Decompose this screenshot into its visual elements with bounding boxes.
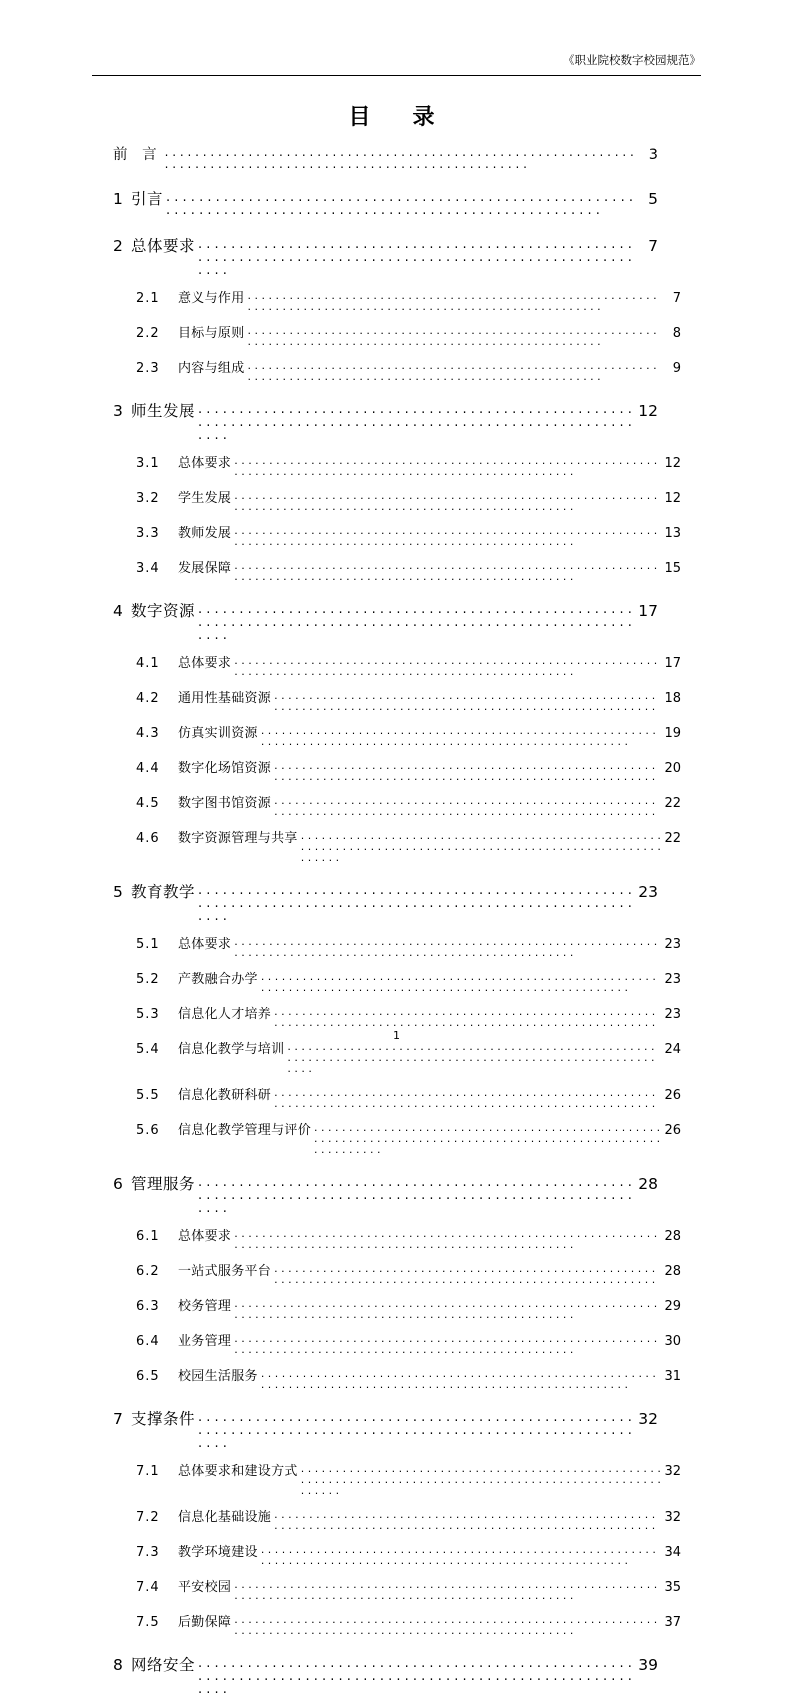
toc-entry-number: 5.6 — [136, 1123, 160, 1138]
toc-entry-number: 3.3 — [136, 526, 160, 541]
toc-entry-page: 32 — [664, 1464, 681, 1479]
toc-entry-page: 37 — [664, 1615, 681, 1630]
toc-leader-dots — [234, 1228, 661, 1250]
toc-entry-label: 总体要求 — [178, 456, 232, 471]
toc-entry-page: 23 — [664, 937, 681, 952]
toc-entry-page: 26 — [664, 1123, 681, 1138]
toc-leader-dots — [274, 1087, 661, 1109]
toc-leader-dots — [234, 936, 661, 958]
toc-entry-page: 23 — [664, 972, 681, 987]
toc-entry[interactable] — [113, 687, 681, 715]
toc-entry-label: 数字化场馆资源 — [178, 761, 272, 776]
toc-entry-label: 支撑条件 — [131, 1410, 196, 1428]
toc-entry-number: 5 — [113, 883, 123, 901]
toc-entry[interactable] — [113, 522, 681, 550]
toc-entry-page: 12 — [638, 402, 658, 420]
toc-entry-label: 教学环境建设 — [178, 1545, 258, 1560]
toc-entry-page: 28 — [664, 1229, 681, 1244]
toc-leader-dots — [274, 795, 661, 817]
toc-entry[interactable] — [113, 1611, 681, 1639]
toc-entry-number: 5.4 — [136, 1042, 160, 1057]
toc-entry-page: 5 — [648, 190, 658, 208]
toc-entry-label: 仿真实训资源 — [178, 726, 258, 741]
toc-entry-number: 5.5 — [136, 1088, 160, 1103]
toc-entry-label: 后勤保障 — [178, 1615, 232, 1630]
toc-entry-label: 数字图书馆资源 — [178, 796, 272, 811]
toc-entry[interactable] — [113, 357, 681, 385]
toc-entry-label: 信息化教研科研 — [178, 1088, 272, 1103]
toc-entry-label: 引言 — [131, 190, 164, 208]
toc-entry-page: 28 — [638, 1175, 658, 1193]
toc-entry-number: 4.1 — [136, 656, 160, 671]
toc-entry-number: 3.2 — [136, 491, 160, 506]
toc-entry-page: 22 — [664, 831, 681, 846]
toc-entry-page: 32 — [664, 1510, 681, 1525]
toc-entry[interactable] — [113, 880, 658, 926]
toc-entry-page: 17 — [638, 602, 658, 620]
toc-entry-number: 6.4 — [136, 1334, 160, 1349]
toc-entry-label: 校园生活服务 — [178, 1369, 258, 1384]
toc-entry-number: 6.1 — [136, 1229, 160, 1244]
toc-leader-dots — [261, 1544, 662, 1566]
toc-entry-page: 39 — [638, 1656, 658, 1674]
page-title: 目 录 — [348, 105, 445, 130]
toc-entry-number: 2 — [113, 237, 123, 255]
toc-entry[interactable] — [113, 399, 658, 445]
toc-entry-number: 6 — [113, 1175, 123, 1193]
toc-leader-dots — [234, 455, 661, 477]
toc-entry-number: 3.1 — [136, 456, 160, 471]
toc-leader-dots — [198, 884, 635, 923]
toc-entry-number: 7.1 — [136, 1464, 160, 1479]
toc-entry-label: 前 言 — [113, 147, 162, 163]
toc-entry[interactable] — [113, 1541, 681, 1569]
toc-leader-dots — [274, 690, 661, 712]
toc-entry-number: 2.1 — [136, 291, 160, 306]
toc-leader-dots — [198, 1176, 635, 1215]
toc-entry-page: 34 — [664, 1545, 681, 1560]
toc-entry-page: 8 — [672, 326, 681, 341]
toc-leader-dots — [234, 1333, 661, 1355]
toc-entry[interactable] — [113, 1172, 658, 1218]
toc-entry-label: 总体要求 — [131, 237, 196, 255]
toc-entry-label: 校务管理 — [178, 1299, 232, 1314]
toc-entry-label: 总体要求 — [178, 1229, 232, 1244]
toc-entry-number: 4.5 — [136, 796, 160, 811]
toc-entry-label: 信息化人才培养 — [178, 1007, 272, 1022]
toc-entry[interactable] — [113, 1365, 681, 1393]
header-divider — [92, 75, 701, 76]
toc-entry[interactable] — [113, 1038, 681, 1077]
toc-entry[interactable] — [113, 1260, 681, 1288]
toc-leader-dots — [261, 1368, 662, 1390]
toc-entry-page: 15 — [664, 561, 681, 576]
toc-entry-label: 信息化基础设施 — [178, 1510, 272, 1525]
toc-entry-number: 8 — [113, 1656, 123, 1674]
toc-entry[interactable] — [113, 1084, 681, 1112]
toc-entry-label: 一站式服务平台 — [178, 1264, 272, 1279]
toc-leader-dots — [301, 830, 662, 863]
toc-entry-label: 数字资源管理与共享 — [178, 831, 298, 846]
toc-leader-dots — [234, 560, 661, 582]
toc-entry[interactable] — [113, 1330, 681, 1358]
toc-entry[interactable] — [113, 1460, 681, 1499]
toc-entry-page: 35 — [664, 1580, 681, 1595]
toc-entry-page: 12 — [664, 456, 681, 471]
toc-entry[interactable] — [113, 1225, 681, 1253]
toc-entry-label: 网络安全 — [131, 1656, 196, 1674]
toc-entry[interactable] — [113, 933, 681, 961]
toc-entry-label: 信息化教学管理与评价 — [178, 1123, 312, 1138]
toc-entry-page: 7 — [648, 237, 658, 255]
toc-entry[interactable] — [113, 1119, 681, 1158]
toc-entry-number: 4.2 — [136, 691, 160, 706]
toc-entry[interactable] — [113, 1003, 681, 1031]
toc-leader-dots — [234, 1298, 661, 1320]
toc-entry-page: 29 — [664, 1299, 681, 1314]
toc-entry-label: 业务管理 — [178, 1334, 232, 1349]
toc-entry-number: 5.2 — [136, 972, 160, 987]
toc-leader-dots — [274, 1263, 661, 1285]
toc-entry[interactable] — [113, 722, 681, 750]
toc-entry-page: 18 — [664, 691, 681, 706]
toc-entry-label: 平安校园 — [178, 1580, 232, 1595]
toc-entry[interactable] — [113, 599, 658, 645]
toc-entry-label: 总体要求 — [178, 656, 232, 671]
toc-leader-dots — [198, 1657, 635, 1696]
toc-entry[interactable] — [113, 827, 681, 866]
toc-entry-label: 总体要求和建设方式 — [178, 1464, 298, 1479]
toc-leader-dots — [198, 1411, 635, 1450]
toc-entry-number: 4.4 — [136, 761, 160, 776]
toc-entry[interactable] — [113, 1576, 681, 1604]
toc-entry-page: 28 — [664, 1264, 681, 1279]
footer-page-number: 1 — [393, 1029, 400, 1042]
toc-entry[interactable] — [113, 652, 681, 680]
toc-leader-dots — [198, 603, 635, 642]
toc-entry-number: 4.3 — [136, 726, 160, 741]
toc-entry-label: 教育教学 — [131, 883, 196, 901]
toc-entry-page: 26 — [664, 1088, 681, 1103]
toc-entry-number: 2.3 — [136, 361, 160, 376]
toc-leader-dots — [261, 971, 662, 993]
toc-leader-dots — [248, 325, 662, 347]
toc-leader-dots — [234, 1579, 661, 1601]
toc-entry-label: 目标与原则 — [178, 326, 245, 341]
toc-entry-page: 20 — [664, 761, 681, 776]
toc-leader-dots — [198, 403, 635, 442]
toc-entry-number: 6.5 — [136, 1369, 160, 1384]
toc-entry[interactable] — [113, 187, 658, 220]
toc-entry[interactable] — [113, 287, 681, 315]
toc-entry[interactable] — [113, 1407, 658, 1453]
toc-entry[interactable] — [113, 557, 681, 585]
toc-entry-page: 24 — [664, 1042, 681, 1057]
toc-leader-dots — [234, 525, 661, 547]
toc-entry-page: 23 — [664, 1007, 681, 1022]
toc-leader-dots — [234, 1614, 661, 1636]
toc-leader-dots — [274, 1006, 661, 1028]
toc-entry-page: 17 — [664, 656, 681, 671]
toc-leader-dots — [261, 725, 662, 747]
toc-entry[interactable] — [113, 968, 681, 996]
toc-entry-number: 7 — [113, 1410, 123, 1428]
toc-leader-dots — [274, 1509, 661, 1531]
toc-entry-page: 12 — [664, 491, 681, 506]
toc-entry-number: 1 — [113, 190, 123, 208]
toc-entry-label: 数字资源 — [131, 602, 196, 620]
toc-entry[interactable] — [113, 1506, 681, 1534]
toc-entry-number: 7.2 — [136, 1510, 160, 1525]
toc-entry-number: 5.1 — [136, 937, 160, 952]
toc-entry-label: 管理服务 — [131, 1175, 196, 1193]
toc-entry-label: 意义与作用 — [178, 291, 245, 306]
toc-leader-dots — [274, 760, 661, 782]
toc-entry-number: 7.4 — [136, 1580, 160, 1595]
toc-leader-dots — [234, 655, 661, 677]
toc-entry[interactable] — [113, 1295, 681, 1323]
toc-leader-dots — [248, 290, 662, 312]
toc-entry-label: 产教融合办学 — [178, 972, 258, 987]
toc-entry-number: 2.2 — [136, 326, 160, 341]
toc-entry-number: 6.3 — [136, 1299, 160, 1314]
toc-entry-page: 3 — [648, 147, 658, 163]
toc-entry-label: 教师发展 — [178, 526, 232, 541]
toc-entry-page: 30 — [664, 1334, 681, 1349]
toc-leader-dots — [165, 146, 637, 170]
toc-entry-label: 通用性基础资源 — [178, 691, 272, 706]
toc-entry-page: 22 — [664, 796, 681, 811]
toc-entry[interactable] — [113, 757, 681, 785]
toc-entry[interactable] — [113, 452, 681, 480]
toc-entry-page: 7 — [672, 291, 681, 306]
toc-leader-dots — [234, 490, 661, 512]
toc-entry[interactable] — [113, 1653, 658, 1699]
toc-entry-label: 总体要求 — [178, 937, 232, 952]
toc-entry-number: 7.3 — [136, 1545, 160, 1560]
toc-entry-number: 3 — [113, 402, 123, 420]
toc-entry-page: 19 — [664, 726, 681, 741]
toc-entry-page: 9 — [672, 361, 681, 376]
toc-entry[interactable] — [113, 792, 681, 820]
toc-entry-number: 6.2 — [136, 1264, 160, 1279]
toc-leader-dots — [314, 1122, 661, 1155]
toc-entry-number: 4 — [113, 602, 123, 620]
toc-entry-label: 内容与组成 — [178, 361, 245, 376]
toc-leader-dots — [287, 1041, 661, 1074]
toc-entry-number: 3.4 — [136, 561, 160, 576]
toc-entry-number: 7.5 — [136, 1615, 160, 1630]
toc-leader-dots — [301, 1463, 662, 1496]
toc-entry-number: 5.3 — [136, 1007, 160, 1022]
toc-entry-label: 师生发展 — [131, 402, 196, 420]
toc-entry[interactable] — [113, 234, 658, 280]
table-of-contents — [113, 143, 681, 1699]
toc-entry-page: 32 — [638, 1410, 658, 1428]
toc-entry-label: 发展保障 — [178, 561, 232, 576]
toc-entry-page: 13 — [664, 526, 681, 541]
toc-entry-number: 4.6 — [136, 831, 160, 846]
toc-entry[interactable] — [113, 322, 681, 350]
toc-entry-page: 23 — [638, 883, 658, 901]
toc-leader-dots — [166, 191, 637, 217]
toc-entry-page: 31 — [664, 1369, 681, 1384]
toc-entry-label: 学生发展 — [178, 491, 232, 506]
toc-entry[interactable] — [113, 143, 658, 173]
running-header: 《职业院校数字校园规范》 — [563, 53, 701, 67]
toc-leader-dots — [198, 238, 637, 277]
toc-entry[interactable] — [113, 487, 681, 515]
toc-leader-dots — [248, 360, 662, 382]
toc-entry-label: 信息化教学与培训 — [178, 1042, 285, 1057]
